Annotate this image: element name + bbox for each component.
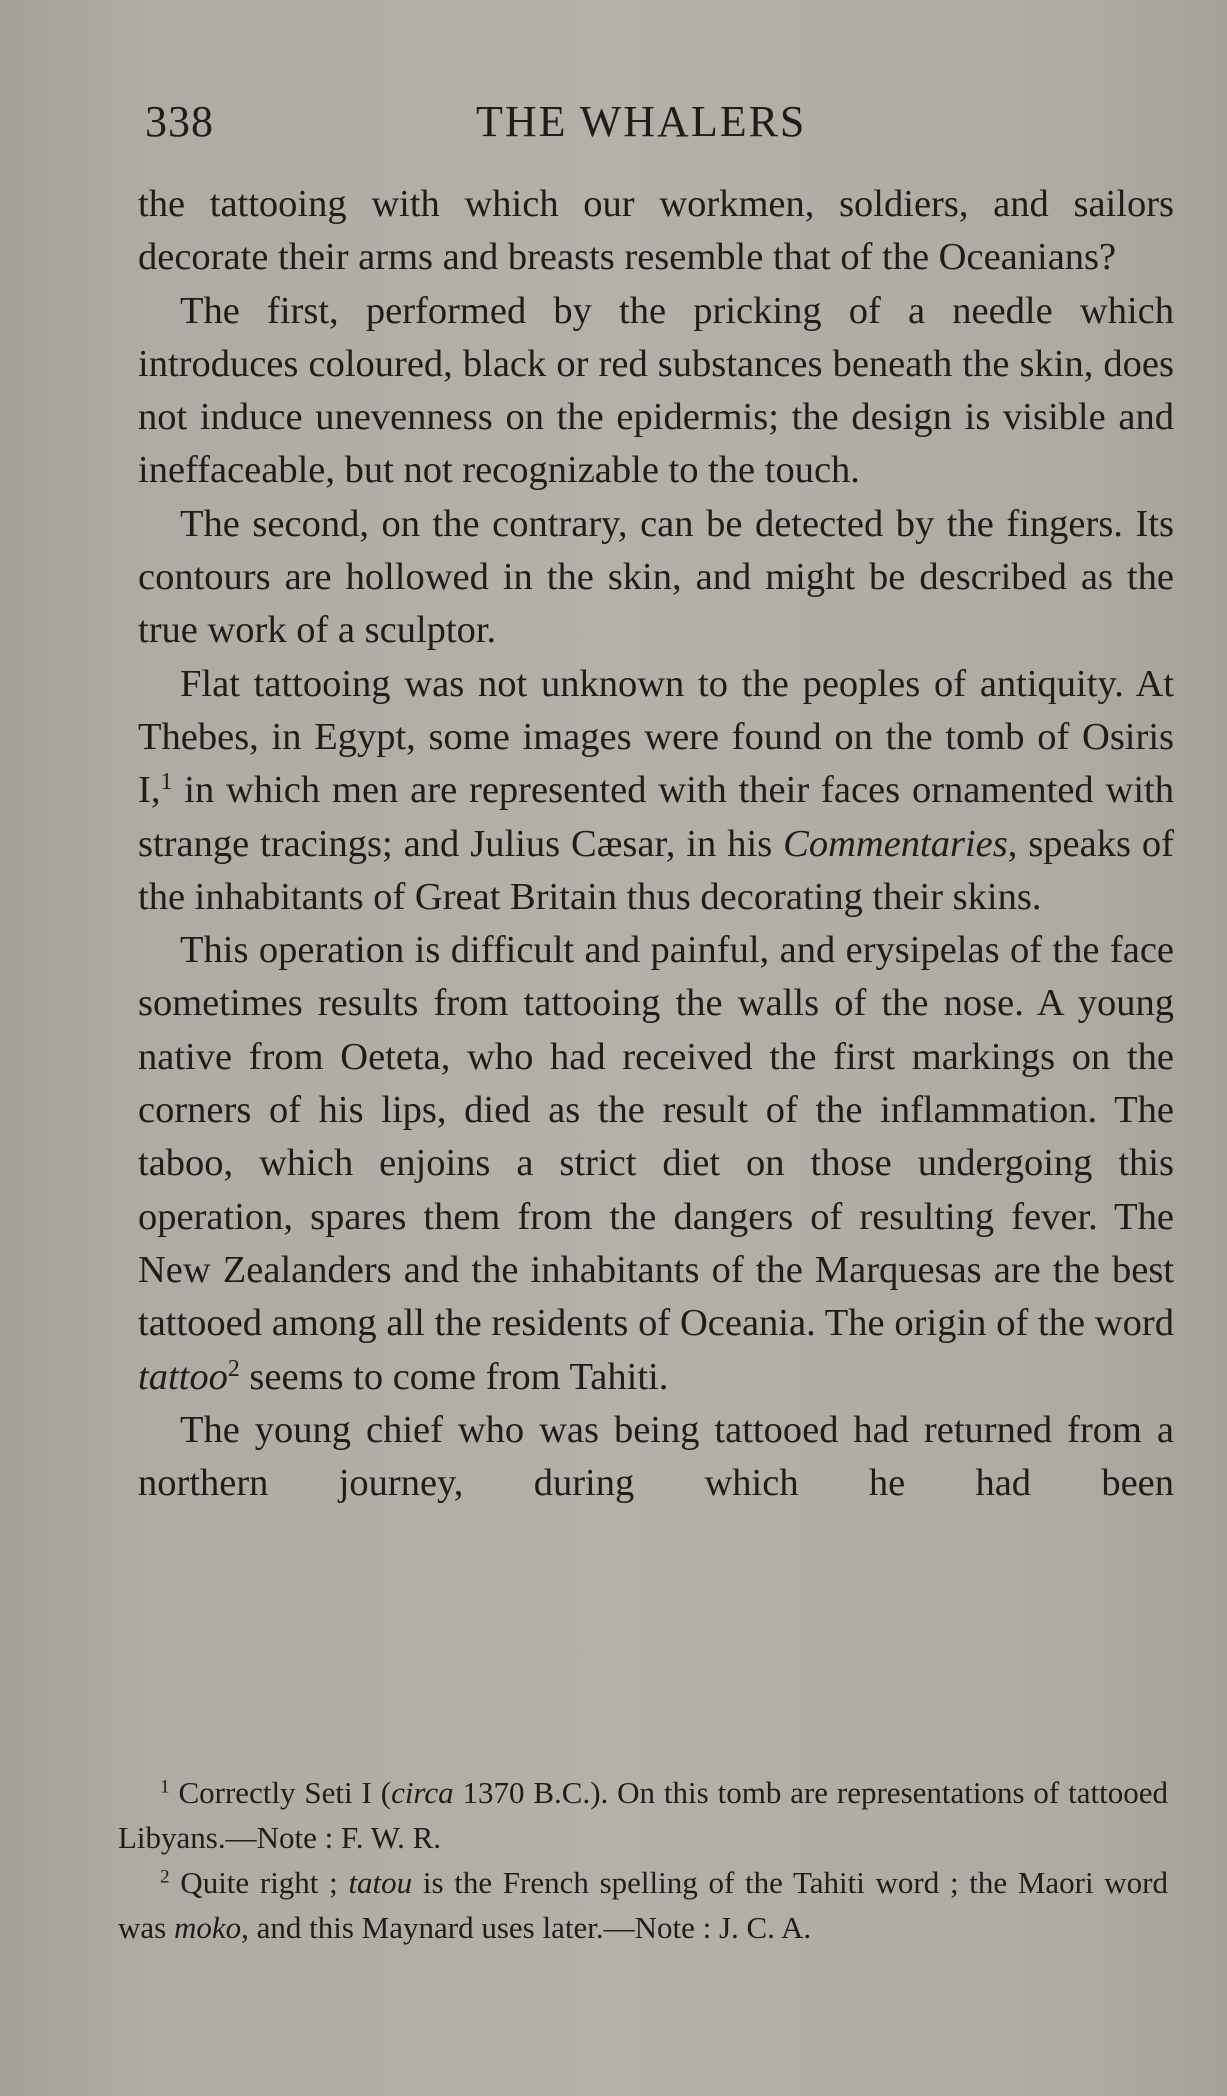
paragraph-4: [138, 658, 1174, 924]
page-number: 338: [145, 97, 214, 146]
italic-commentaries: Commentaries: [783, 822, 1008, 865]
italic-tattoo: tattoo: [138, 1355, 228, 1398]
page-header: [0, 96, 1227, 166]
paragraph-5-text-b: seems to come from Tahiti.: [239, 1355, 669, 1398]
footnotes: [118, 1770, 1168, 1950]
footnote-2-text-c: , and this Maynard uses later.—Note : J. C. A.: [241, 1910, 812, 1945]
footnote-2-text-a: Quite right ;: [169, 1865, 349, 1900]
paragraph-6: The young chief who was being tattooed had returned from a northern journey, during which he had been: [138, 1408, 1174, 1505]
paragraph-3: The second, on the contrary, can be detected by the fingers. Its contours are hollowed in the skin, and might be described as the true work of a sculptor.: [138, 502, 1174, 652]
italic-tatou: tatou: [348, 1865, 413, 1900]
body-text: [138, 178, 1174, 1510]
paragraph-4-text-b: in which men are represented with their faces ornamented with strange tracings; and Julius Cæsar, in his: [138, 769, 1174, 865]
footnote-1-mark: 1: [160, 1776, 170, 1798]
paragraph-5-text-a: This operation is difficult and painful, and erysipelas of the face sometimes results from tattooing the walls of the nose. A young native from Oeteta, who had received the first markings on the corners of his lips, died as the result of the inflammation. The taboo, which enjoins a strict diet on those undergoing this operation, spares them from the dangers of resulting fever. The New Zealanders and the inhabitants of the Marquesas are the best tattooed among all the residents of Oceania. The origin of the word: [138, 929, 1174, 1345]
footnote-ref-1: 1: [160, 769, 173, 796]
running-head: THE WHALERS: [476, 97, 807, 146]
paragraph-4-text-c: , speaks of the inhabitants of Great Britain thus decorating their skins.: [138, 822, 1174, 918]
footnote-ref-2: 2: [227, 1355, 240, 1382]
paragraph-2: The first, performed by the pricking of a needle which introduces coloured, black or red substances beneath the skin, does not induce unevenness on the epidermis; the design is visible and ineffaceable, but not recognizable to the touch.: [138, 289, 1174, 492]
paragraph-1: the tattooing with which our workmen, soldiers, and sailors decorate their arms and breasts resemble that of the Oceanians?: [138, 183, 1174, 279]
footnote-2-mark: 2: [160, 1866, 170, 1888]
footnote-2-text-b: is the French spelling of the Tahiti word ; the Maori word was: [118, 1865, 1168, 1945]
footnote-1-text-b: 1370 B.C.). On this tomb are representations of tattooed Libyans.—Note : F. W. R.: [118, 1775, 1168, 1855]
paragraph-4-text-a: Flat tattooing was not unknown to the peoples of antiquity. At Thebes, in Egypt, some images were found on the tomb of Osiris I,: [138, 662, 1174, 812]
paragraph-5: [138, 924, 1174, 1404]
footnote-1-text-a: Correctly Seti I (: [169, 1775, 392, 1810]
italic-moko: moko: [173, 1910, 242, 1945]
footnote-2: [118, 1860, 1168, 1950]
footnote-1: [118, 1770, 1168, 1860]
italic-circa: circa: [391, 1775, 454, 1810]
